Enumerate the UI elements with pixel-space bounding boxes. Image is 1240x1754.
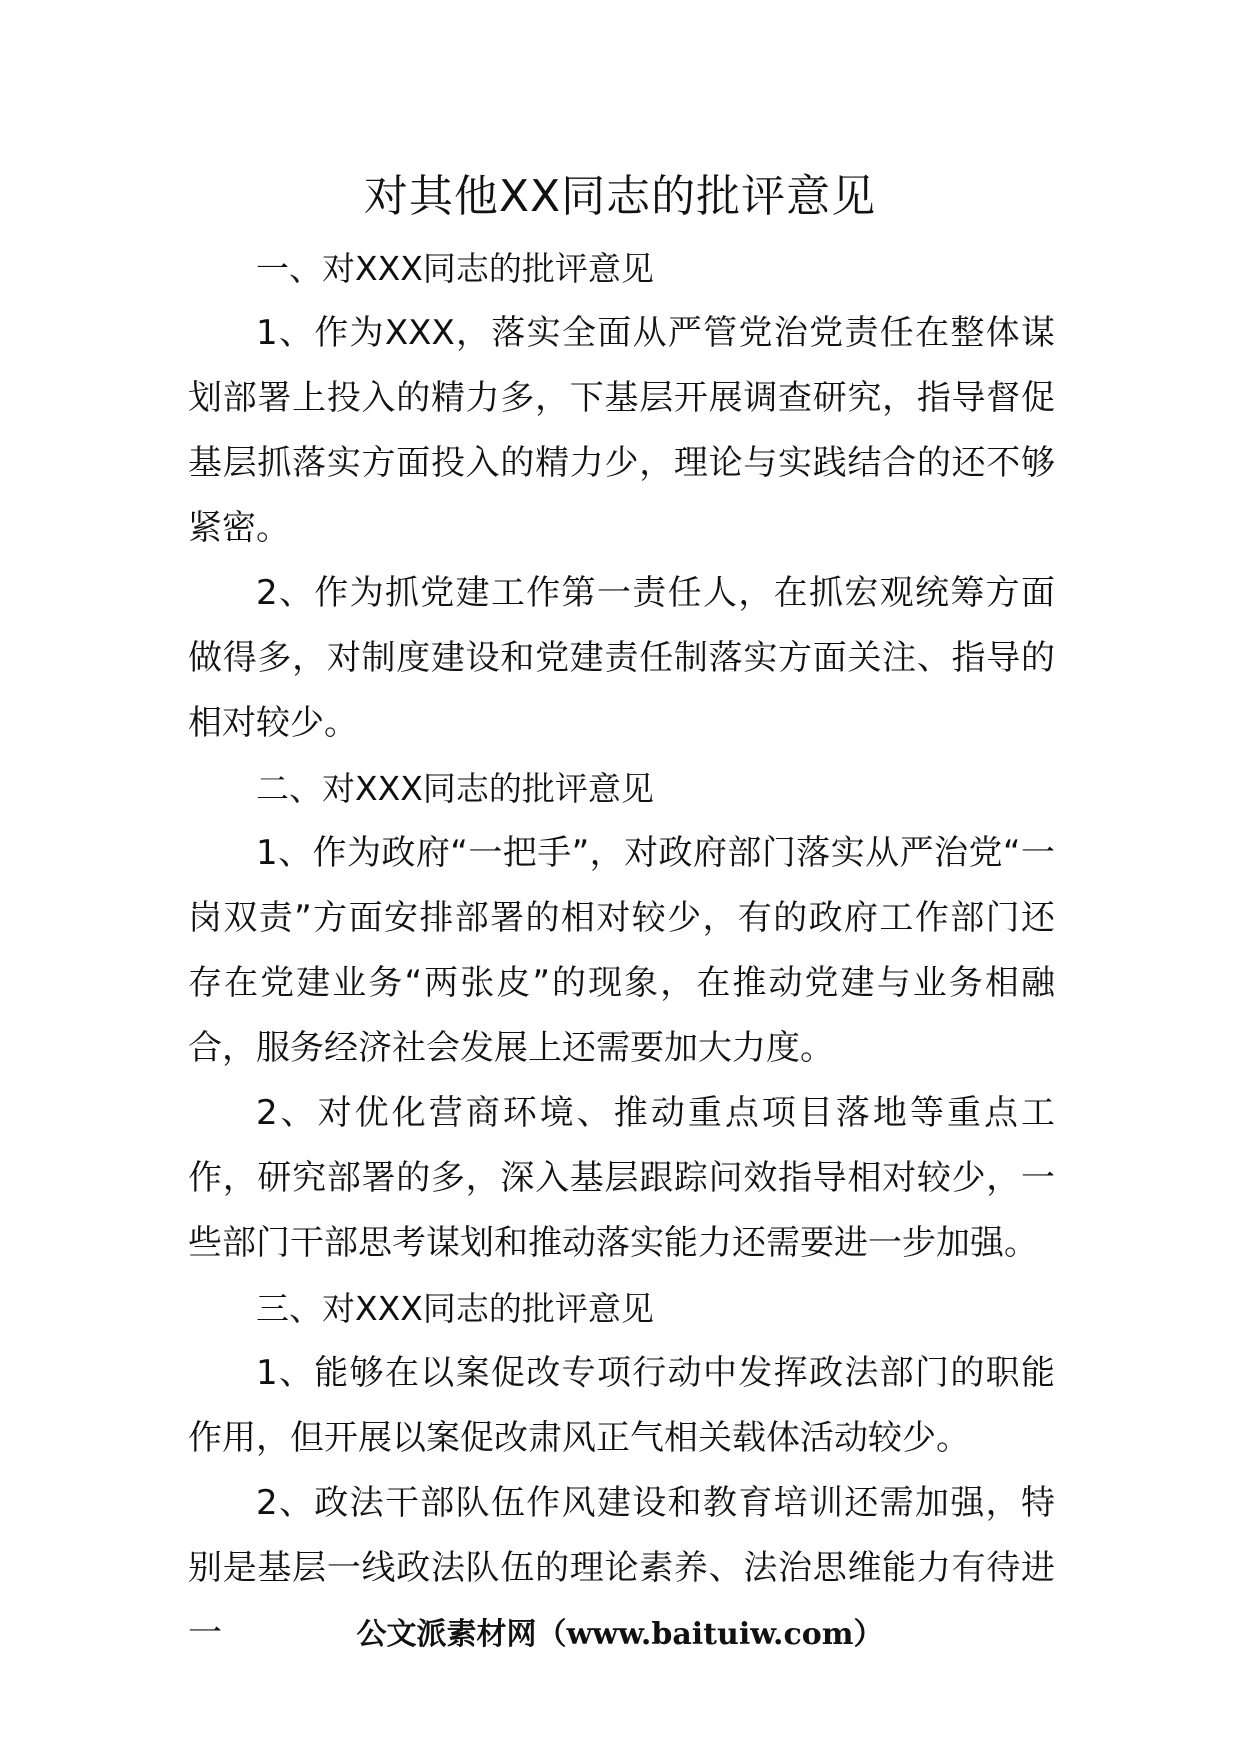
section-heading: 二、对XXX同志的批评意见 (256, 769, 654, 808)
document-body (188, 236, 1055, 1666)
section-heading: 一、对XXX同志的批评意见 (256, 249, 654, 288)
section-heading: 三、对XXX同志的批评意见 (256, 1289, 654, 1328)
paragraph: 1、作为政府“一把手”，对政府部门落实从严治党“一岗双责”方面安排部署的相对较少，有的政府工作部门还存在党建业务“两张皮”的现象，在推动党建与业务相融合，服务经济社会发展上还需要加大力度。 (188, 833, 1055, 1068)
paragraph: 1、作为XXX，落实全面从严管党治党责任在整体谋划部署上投入的精力多，下基层开展调查研究，指导督促基层抓落实方面投入的精力少，理论与实践结合的还不够紧密。 (188, 313, 1055, 548)
paragraph: 2、作为抓党建工作第一责任人，在抓宏观统筹方面做得多，对制度建设和党建责任制落实方面关注、指导的相对较少。 (188, 573, 1055, 743)
footer-watermark: 公文派素材网（www.baituiw.com） (356, 1617, 884, 1652)
document-title: 对其他XX同志的批评意见 (363, 171, 877, 222)
paragraph: 2、政法干部队伍作风建设和教育培训还需加强，特别是基层一线政法队伍的理论素养、法治思维能力有待进一 (188, 1483, 1055, 1653)
paragraph: 1、能够在以案促改专项行动中发挥政法部门的职能作用，但开展以案促改肃风正气相关载体活动较少。 (188, 1353, 1055, 1458)
paragraph: 2、对优化营商环境、推动重点项目落地等重点工作，研究部署的多，深入基层跟踪问效指导相对较少，一些部门干部思考谋划和推动落实能力还需要进一步加强。 (188, 1093, 1055, 1263)
